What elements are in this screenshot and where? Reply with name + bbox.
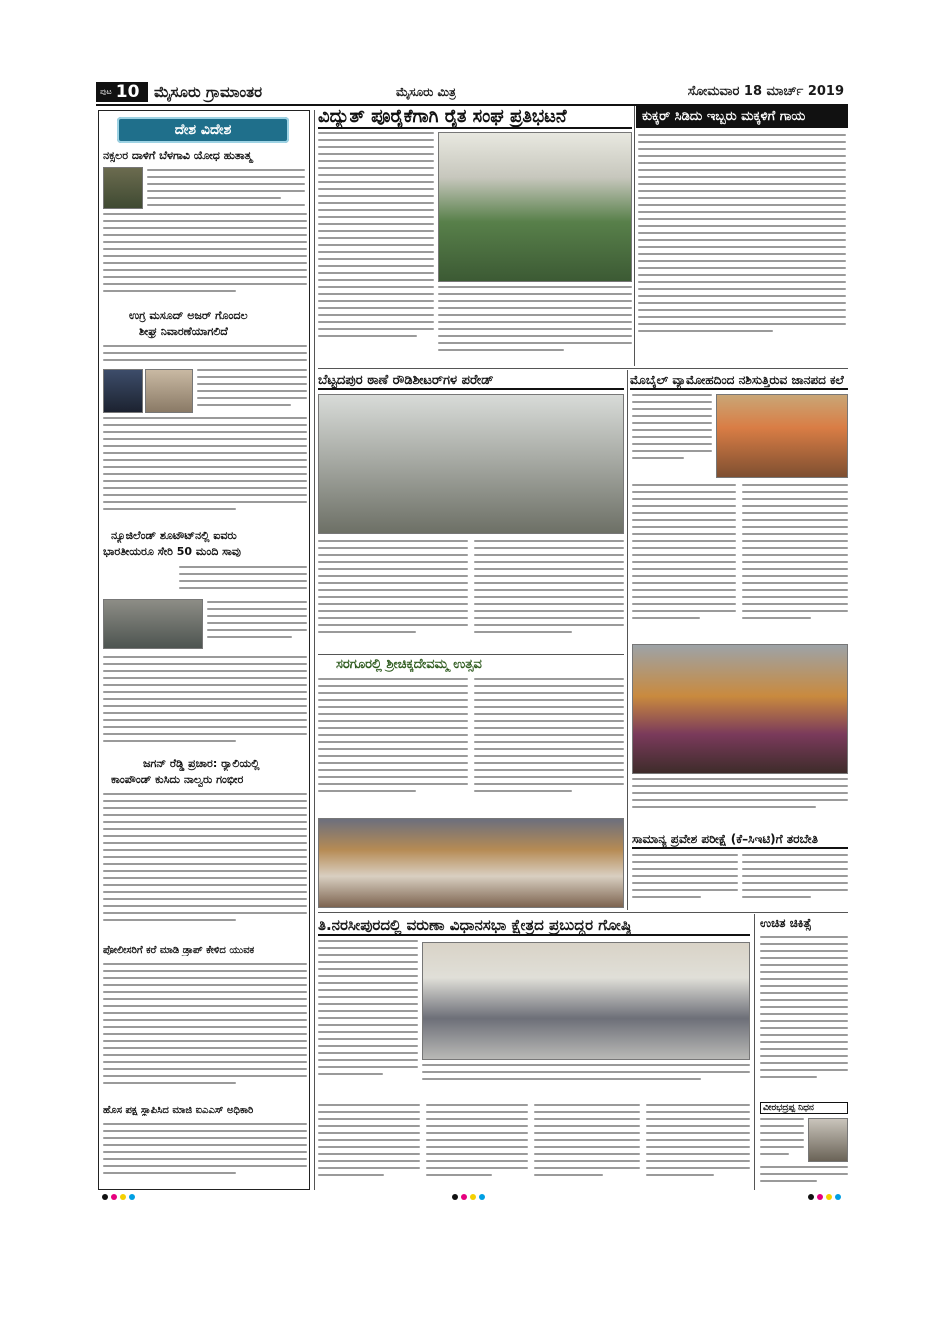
page-header <box>96 80 848 102</box>
tnarasipura-body <box>646 1104 750 1190</box>
registration-dots <box>808 1194 841 1200</box>
story-headline: ಕಾಂಪೌಂಡ್ ಕುಸಿದು ನಾಲ್ವರು ಗಂಭೀರ <box>111 773 244 786</box>
vidyut-body <box>318 132 434 364</box>
desha-videsha-column <box>98 110 310 1190</box>
story-headline: ಭಾರತೀಯರೂ ಸೇರಿ 50 ಮಂದಿ ಸಾವು <box>103 545 241 558</box>
soldier-photo <box>103 167 143 209</box>
tnarasipura-body <box>426 1104 528 1190</box>
obituary-photo <box>808 1118 848 1162</box>
issue-date: ಸೋಮವಾರ 18 ಮಾರ್ಚ್ 2019 <box>687 84 844 99</box>
vidyut-headline: ವಿದ್ಯುತ್ ಪೂರೈಕೆಗಾಗಿ ರೈತ ಸಂಘ ಪ್ರತಿಭಟನೆ <box>318 106 632 129</box>
samanya-body <box>632 854 738 908</box>
cooker-headline: ಕುಕ್ಕರ್ ಸಿಡಿದು ಇಬ್ಬರು ಮಕ್ಕಳಿಗೆ ಗಾಯ <box>636 106 848 128</box>
seminar-caption <box>422 1064 750 1098</box>
row-divider <box>318 654 624 655</box>
obituary-body <box>760 1166 848 1190</box>
story-headline: ಪೋಲೀಸರಿಗೆ ಕರೆ ಮಾಡಿ ಡ್ರಾಪ್ ಕೇಳಿದ ಯುವಕ <box>103 945 255 956</box>
column-divider <box>627 370 628 910</box>
row-divider <box>318 368 848 369</box>
samanya-body <box>742 854 848 908</box>
masood-azhar-photo <box>145 369 193 413</box>
folk-art-photo <box>716 394 848 478</box>
story-body <box>103 793 307 943</box>
story-headline: ಜಗನ್ ರೆಡ್ಡಿ ಪ್ರಚಾರ: ರ‍್ಯಾಲಿಯಲ್ಲಿ <box>143 757 260 770</box>
person-photo <box>103 369 143 413</box>
story-body <box>147 169 305 209</box>
story-body <box>103 656 307 756</box>
uchita-body <box>760 936 848 1100</box>
column-divider <box>634 106 635 366</box>
mobile-body <box>632 394 712 478</box>
saragur-headline: ಸರಗೂರಲ್ಲಿ ಶ್ರೀಚಿಕ್ಕದೇವಮ್ಮ ಉತ್ಸವ <box>336 657 482 672</box>
story-body <box>207 601 307 651</box>
page-number: 10 <box>115 82 140 102</box>
tnarasipura-body <box>318 940 418 1100</box>
story-headline: ನಕ್ಸಲರ ದಾಳಿಗೆ ಬೆಳಗಾವಿ ಯೋಧ ಹುತಾತ್ಮ <box>103 149 252 162</box>
story-headline: ಶೀಘ್ರ ನಿವಾರಣೆಯಾಗಲಿದೆ <box>139 325 228 338</box>
story-headline: ಹೊಸ ಪಕ್ಷ ಸ್ಥಾಪಿಸಿದ ಮಾಜಿ ಐಎಎಸ್ ಅಧಿಕಾರಿ <box>103 1105 254 1116</box>
row-divider <box>318 912 848 913</box>
obituary-body <box>760 1118 804 1162</box>
felicitation-photo <box>632 644 848 774</box>
seminar-photo <box>422 942 750 1060</box>
tnarasipura-headline: ತಿ.ನರಸೀಪುರದಲ್ಲಿ ವರುಣಾ ವಿಧಾನಸಭಾ ಕ್ಷೇತ್ರದ ಪ್ರಬುದ್ಧರ ಗೋಷ್ಠಿ <box>318 916 750 936</box>
paper-name: ಮೈಸೂರು ಮಿತ್ರ <box>396 85 456 99</box>
story-body <box>103 963 307 1103</box>
story-headline: ನ್ಯೂಜಿಲೆಂಡ್ ಶೂಟೌಟ್‌ನಲ್ಲಿ ಐವರು <box>111 529 237 542</box>
cooker-body <box>638 134 846 364</box>
uchita-headline: ಉಚಿತ ಚಿಕಿತ್ಸೆ <box>760 916 812 930</box>
saragur-body <box>474 678 624 816</box>
farmers-protest-photo <box>438 132 632 282</box>
festival-photo <box>318 818 624 908</box>
section-title: ಮೈಸೂರು ಗ್ರಾಮಾಂತರ <box>154 83 263 101</box>
registration-dots <box>102 1194 135 1200</box>
story-body <box>103 345 307 367</box>
bettadapura-headline: ಬೆಟ್ಟದಪುರ ಠಾಣೆ ರೌಡಿಶೀಟರ್‌ಗಳ ಪರೇಡ್ <box>318 373 624 390</box>
desha-videsha-banner: ದೇಶ ವಿದೇಶ <box>117 117 289 143</box>
page-label: ಪುಟ <box>100 87 112 96</box>
column-divider <box>754 914 755 1190</box>
story-body <box>179 566 307 598</box>
samanya-headline: ಸಾಮಾನ್ಯ ಪ್ರವೇಶ ಪರೀಕ್ಷೆ (ಕೆ–ಸಿಇಟಿ)ಗೆ ತರಬೇತಿ <box>632 832 848 849</box>
newspaper-page <box>96 80 848 1280</box>
bettadapura-body <box>318 540 468 650</box>
nz-shooting-photo <box>103 599 203 649</box>
mobile-body <box>632 484 736 650</box>
tnarasipura-body <box>534 1104 640 1190</box>
rowdy-parade-photo <box>318 394 624 534</box>
story-headline: ಉಗ್ರ ಮಸೂದ್ ಅಜರ್ ಗೊಂದಲ <box>129 309 248 322</box>
tnarasipura-body <box>318 1104 420 1190</box>
page-number-box <box>96 82 148 102</box>
story-body <box>197 369 307 413</box>
story-body <box>103 1123 307 1187</box>
registration-dots <box>452 1194 485 1200</box>
bettadapura-body <box>474 540 624 650</box>
column-divider <box>314 110 315 1190</box>
mobile-body <box>742 484 848 650</box>
mobile-headline: ಮೊಬೈಲ್ ವ್ಯಾಮೋಹದಿಂದ ನಶಿಸುತ್ತಿರುವ ಜಾನಪದ ಕಲೆ <box>630 373 848 390</box>
saragur-body <box>318 678 468 816</box>
obituary-headline: ವೀರಭದ್ರಪ್ಪ ನಿಧನ <box>760 1102 848 1114</box>
vidyut-body <box>438 286 632 364</box>
felicitation-caption <box>632 778 848 826</box>
story-body <box>103 417 307 527</box>
story-body <box>103 213 307 308</box>
